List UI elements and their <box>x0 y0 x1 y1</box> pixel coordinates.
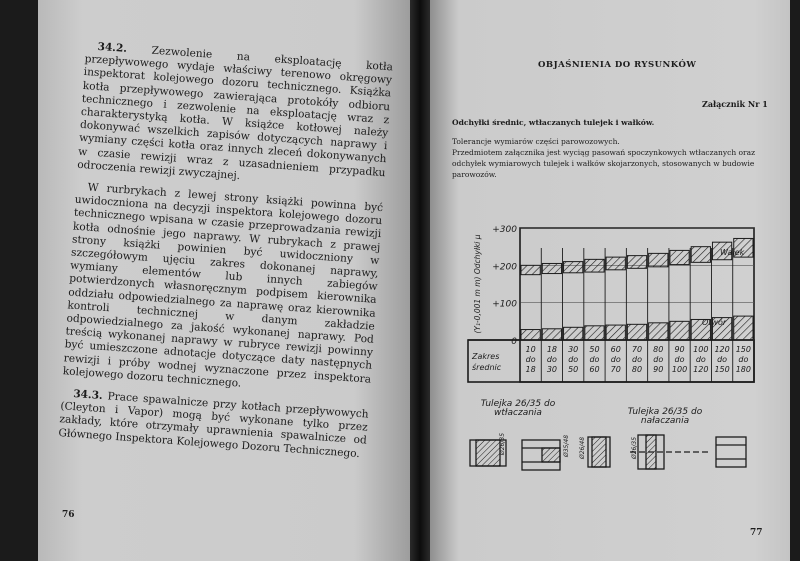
range-tick-label: do <box>525 355 536 364</box>
paragraph-repairs: W rurbrykach z lewej strony książki powinna być uwidoczniona na decyzji inspektora kolejowego dozoru technicznego wpisana w czasie przeprowadzania rewizji kotła odnośnie jego naprawy. W rubrykach z prawej strony książki powinien być uwidoczniony w szczegółowym ujęciu zakres dokonanej naprawy, wymiany elementów lub innych zabiegów potwierdzonych własnoręcznym podpisem kierownika oddziału odpowiedzialnego za naprawę oraz kierownika kontroli technicznej w danym zakładzie odpowiedzialnego za jakość wykonanej naprawy. Pod treścią wykonanej naprawy w rubryce rewizji powinny być umieszczone adnotacje dotyczące daty następnych rewizji i próby wodnej wyznaczone przez inspektora kolejowego dozoru technicznego. <box>62 181 384 390</box>
tolerance-bar-hole <box>542 329 561 340</box>
tolerance-bar-shaft <box>627 256 646 269</box>
sketch-label-1: Tulejka 26/35 do wtłaczania <box>480 399 556 418</box>
range-tick-label: 18 <box>546 345 558 354</box>
tolerance-bar-shaft <box>521 265 540 274</box>
section-text: Zezwolenie na eksploatację kotła przepływowego wydaje właściwy terenowo okręgowy inspektorat kolejowego dozoru technicznego. Książka kotła przepływowego zawierająca protokóły odbioru technicznego i zezwolenie na eksploatację wraz z charakterystyką kotła. W książce kotłowej należy dokonywać wszelkich zapisów dotyczących naprawy i wymiany części kotła oraz innych zleceń dokonywanych w czasie rewizji wraz z uzasadnieniem przypadku odroczenia rewizji zwyczajnej. <box>76 44 394 182</box>
range-tick-label: 120 <box>693 365 709 374</box>
range-tick-label: do <box>717 355 728 364</box>
tolerance-bar-hole <box>521 330 540 340</box>
range-tick-label: 80 <box>631 365 643 374</box>
book-gutter <box>410 0 430 561</box>
left-page <box>38 0 410 561</box>
section-heading: Odchyłki średnic, wtłaczanych tulejek i wałków. <box>452 118 655 127</box>
tolerance-bar-shaft <box>564 262 583 273</box>
section-text: Prace spawalnicze przy kotłach przepływowych (Cleyton i Vapor) mogą być wykonane tylko przez zakłady, które otrzymały uprawnienia spawalnicze od Głównego Inspektora Kolejowego Dozoru Technicznego. <box>58 390 369 460</box>
range-tick-label: do <box>568 355 579 364</box>
bushing-1-bore <box>476 440 500 466</box>
series-label-hole: Otwór <box>702 318 727 328</box>
page-number-right: 77 <box>750 528 763 538</box>
range-tick-label: 30 <box>568 345 579 354</box>
range-tick-label: 90 <box>674 345 685 354</box>
range-tick-label: 18 <box>525 365 536 374</box>
tolerance-bar-hole <box>649 323 668 340</box>
dim-label: Ø26/48 <box>579 436 586 459</box>
range-tick-label: 60 <box>610 345 621 354</box>
range-tick-label: do <box>695 355 706 364</box>
range-tick-label: 70 <box>631 345 643 354</box>
range-tick-label: do <box>653 355 664 364</box>
range-tick-label: do <box>610 355 621 364</box>
range-tick-label: 120 <box>714 345 730 354</box>
y-tick-label: +300 <box>492 225 517 235</box>
dim-label: Ø26/35 <box>499 432 506 455</box>
range-tick-label: 10 <box>525 345 536 354</box>
y-tick-label: +200 <box>492 262 517 273</box>
range-tick-label: do <box>674 355 685 364</box>
range-tick-label: 90 <box>653 365 664 374</box>
range-tick-label: 100 <box>671 365 688 374</box>
annex-label: Załącznik Nr 1 <box>702 99 768 109</box>
tolerance-bar-hole <box>606 325 625 340</box>
range-tick-label: 30 <box>546 365 558 374</box>
tolerance-chart <box>464 222 760 392</box>
range-tick-label: do <box>738 355 749 364</box>
tolerance-bar-shaft <box>542 263 561 273</box>
right-page <box>430 0 790 561</box>
tolerance-bar-shaft <box>649 253 668 266</box>
y-axis-label: (Y₁-0,001 m m) Odchyłki µ <box>473 234 482 334</box>
range-tick-label: 180 <box>735 365 752 374</box>
bushing-sketches <box>460 425 760 485</box>
page-title: OBJAŚNIENIA DO RYSUNKÓW <box>538 60 697 70</box>
y-tick-label: 0 <box>511 337 517 347</box>
range-row-label: średnic <box>472 363 502 372</box>
range-tick-label: do <box>632 355 642 364</box>
tolerance-bar-hole <box>670 321 689 340</box>
dim-label: Ø35/48 <box>563 434 570 457</box>
range-tick-label: 80 <box>653 345 664 354</box>
sketch-label-2: Tulejka 26/35 do nałaczania <box>627 407 703 426</box>
range-tick-label: 50 <box>589 345 600 354</box>
body-line-1: Tolerancje wymiarów części parowozowych. <box>452 137 620 146</box>
tolerance-bar-hole <box>564 327 583 340</box>
range-tick-label: 60 <box>589 365 600 374</box>
range-tick-label: 150 <box>735 345 752 354</box>
body-line-2: Przedmiotem załącznika jest wyciąg pasowań spoczynkowych wtłaczanych oraz odchyłek wymiarowych tulejek i wałków skojarzonych, stosowanych w budowie parowozów. <box>452 148 756 179</box>
range-tick-label: 150 <box>714 365 730 374</box>
tolerance-bar-shaft <box>670 250 689 264</box>
section-number: 34.2. <box>97 40 128 55</box>
series-label-shaft: Wałek <box>720 247 745 257</box>
tolerance-bar-hole <box>585 326 604 340</box>
range-tick-label: 70 <box>610 365 621 374</box>
bushing-5-outline <box>716 437 746 467</box>
tolerance-bar-hole <box>627 324 646 340</box>
section-34-3 <box>58 387 369 461</box>
range-tick-label: 100 <box>693 345 709 354</box>
section-number: 34.3. <box>72 388 104 403</box>
tolerance-bar-shaft <box>585 259 604 272</box>
tolerance-bar-hole <box>734 316 753 340</box>
dim-label: Ø26/35 <box>631 436 638 459</box>
tolerance-bar-shaft <box>691 247 710 263</box>
section-34-2 <box>77 40 393 193</box>
range-row-label: Zakres <box>472 352 500 361</box>
body-text <box>452 136 766 180</box>
tolerance-bar-shaft <box>606 257 625 270</box>
range-tick-label: do <box>589 355 600 364</box>
range-tick-label: do <box>546 355 557 364</box>
y-tick-label: +100 <box>492 299 517 310</box>
left-page-text <box>57 40 393 470</box>
page-number-left: 76 <box>62 510 75 520</box>
range-tick-label: 50 <box>568 365 579 374</box>
